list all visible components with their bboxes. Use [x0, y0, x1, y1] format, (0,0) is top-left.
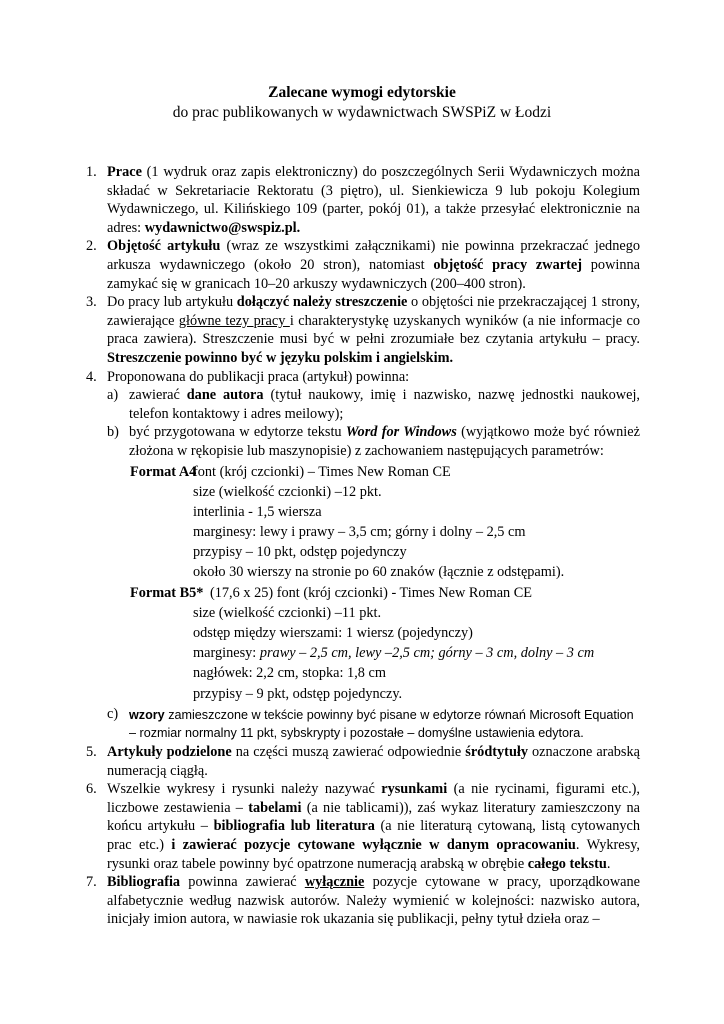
item-text: i charakterystykę uzyskanych wyników (a nie informacje co praca zawiera). Streszczenie musi być w pełni zrozumiałe bez czytania artykułu – pracy. [107, 312, 641, 348]
item-number: 1. [86, 164, 97, 180]
item-lead: Bibliografia [107, 874, 181, 891]
item-lead: Artykuły podzielone [107, 743, 232, 760]
list-item-6 [88, 780, 640, 873]
item-text: na części muszą zawierać odpowiednie [231, 743, 466, 760]
item-emphasis: dołączyć należy streszczenie [236, 294, 408, 311]
margins-prefix: marginesy: [193, 645, 260, 662]
format-b5-block [107, 584, 640, 705]
item-text: oznaczone arabską numeracją ciągłą. [107, 743, 640, 779]
email-address: wydawnictwo@swspiz.pl. [144, 219, 301, 236]
format-line: przypisy – 10 pkt, odstęp pojedynczy [193, 544, 407, 561]
sub-letter: c) [107, 705, 119, 722]
item-intro: Proponowana do publikacji praca (artykuł) powinna: [107, 368, 410, 385]
format-line: około 30 wierszy na stronie po 60 znaków (łącznie z odstępami). [193, 564, 565, 581]
sub-text: (tytuł naukowy, imię i nazwisko, nazwę jednostki naukowej, telefon kontaktowy i adres meilowy); [129, 387, 640, 422]
list-item-7 [88, 873, 640, 929]
list-item-5 [88, 743, 640, 780]
format-line: interlinia - 1,5 wiersza [193, 503, 322, 520]
item-number: 6. [86, 781, 97, 798]
sub-emphasis: Word for Windows [345, 424, 457, 441]
format-b5-label: Format B5* [130, 584, 204, 601]
format-b5-row [107, 604, 640, 624]
item-number: 4. [86, 368, 97, 385]
format-b5-row [107, 685, 640, 705]
format-a4-label: Format A4 [130, 463, 197, 480]
format-a4-row [107, 503, 640, 523]
item-emphasis: bibliografia lub literatura [213, 818, 375, 835]
sub-item-b [107, 423, 640, 460]
item-text: Do pracy lub artykułu [107, 294, 237, 311]
item-text: (a nie literaturą cytowaną, listą cytowanych prac etc.) [107, 818, 640, 853]
item-emphasis: objętość pracy zwartej [433, 256, 582, 273]
format-a4-row [107, 483, 640, 503]
format-line: size (wielkość czcionki) –11 pkt. [193, 604, 382, 621]
item-text: (a nie tablicami)), zaś wykaz literatury zamieszczony na końcu artykułu – [107, 799, 641, 835]
list-item-1 [88, 163, 640, 237]
underlined-text: główne tezy pracy [178, 312, 290, 329]
format-b5-row [107, 664, 640, 684]
format-line: (17,6 x 25) font (krój czcionki) - Times New Roman CE [210, 584, 533, 601]
format-line: odstęp między wierszami: 1 wiersz (pojedynczy) [193, 625, 473, 641]
item-text: powinna zamykać się w granicach 10–20 arkuszy wydawniczych (200–400 stron). [107, 256, 641, 292]
sub-text: być przygotowana w edytorze tekstu [129, 424, 346, 441]
format-line: font (krój czcionki) – Times New Roman CE [193, 463, 451, 480]
format-a4-row [107, 463, 640, 483]
item-number: 7. [86, 874, 97, 891]
format-b5-row [107, 584, 640, 604]
item-text: pozycje cytowane w pracy, uporządkowane alfabetycznie według nazwisk autorów. Należy wymienić w kolejności: nazwisko autora, inicjały imion autora, w nawiasie rok ukazania się publikacji, pełny tytuł dzieła oraz – [107, 874, 640, 928]
format-line: nagłówek: 2,2 cm, stopka: 1,8 cm [193, 665, 386, 682]
requirements-list [88, 163, 640, 929]
sub-letter: b) [107, 424, 119, 441]
format-line: przypisy – 9 pkt, odstęp pojedynczy. [193, 685, 403, 702]
item-text: (a nie rycinami, figurami etc.), liczbowe zestawienia – [107, 781, 640, 816]
sub-text: zamieszczone w tekście powinny być pisane w edytorze równań Microsoft Equation – rozmiar normalny 11 pkt, sybskrypty i pozostałe – domyślne ustawienia edytora. [129, 707, 634, 741]
list-item-2 [88, 237, 640, 293]
margins-values: prawy – 2,5 cm, lewy –2,5 cm; górny – 3 cm, dolny – 3 cm [259, 645, 595, 662]
item-text: powinna zawierać [180, 874, 305, 891]
sub-text: (wyjątkowo może być również złożona w rękopisie lub maszynopisie) z zachowaniem następujących parametrów: [129, 424, 640, 459]
format-a4-block [107, 463, 640, 584]
item-emphasis: i zawierać pozycje cytowane wyłącznie w danym opracowaniu [171, 836, 576, 853]
item-number: 5. [86, 743, 97, 760]
sub-emphasis: wzory [129, 707, 165, 722]
format-b5-row [107, 644, 640, 664]
item-number: 2. [86, 238, 97, 255]
item-emphasis: śródtytuły [465, 743, 529, 760]
item-text: Wszelkie wykresy i rysunki należy nazywać [107, 781, 382, 798]
format-b5-row [107, 624, 640, 644]
item-emphasis: tabelami [248, 799, 302, 816]
item-emphasis: wyłącznie [304, 874, 365, 891]
item-number: 3. [86, 294, 97, 311]
item-lead: Prace [107, 164, 142, 180]
item-emphasis: rysunkami [381, 781, 448, 798]
format-line: size (wielkość czcionki) –12 pkt. [193, 483, 382, 500]
item-emphasis: Streszczenie powinno być w języku polskim i angielskim. [107, 349, 454, 366]
item-text: (wraz ze wszystkimi załącznikami) nie powinna przekraczać jednego arkusza wydawniczego (około 20 stron), natomiast [107, 238, 640, 273]
item-text: o objętości nie przekraczającej 1 strony, zawierające [107, 294, 640, 329]
item-emphasis: całego tekstu [527, 855, 607, 872]
sub-emphasis: dane autora [186, 387, 264, 404]
item-text: . [606, 855, 611, 872]
item-text: . Wykresy, rysunki oraz tabele powinny być opatrzone numeracją arabską w obrębie [107, 836, 640, 872]
sub-text: zawierać [129, 387, 187, 404]
page-subtitle: do prac publikowanych w wydawnictwach SWSPiZ w Łodzi [172, 104, 552, 121]
item-lead: Objętość artykułu [107, 238, 221, 255]
item-text: (1 wydruk oraz zapis elektroniczny) do poszczególnych Serii Wydawniczych można składać w Sekretariacie Rektoratu (3 piętro), ul. Sienkiewicza 9 lub pokoju Kolegium Wydawniczego, ul. Kilińskiego 109 (parter, pokój 01), a także przesyłać elektronicznie na adres: [107, 164, 640, 236]
sub-item-a [107, 386, 640, 423]
format-line [193, 644, 594, 663]
sub-item-c [107, 705, 640, 743]
format-a4-row [107, 563, 640, 583]
format-a4-row [107, 523, 640, 543]
format-line: marginesy: lewy i prawy – 3,5 cm; górny i dolny – 2,5 cm [193, 524, 526, 541]
page-title: Zalecane wymogi edytorskie [268, 84, 456, 101]
list-item-4 [88, 368, 640, 743]
list-item-3 [88, 293, 640, 367]
sub-letter: a) [107, 387, 119, 404]
format-a4-row [107, 543, 640, 563]
